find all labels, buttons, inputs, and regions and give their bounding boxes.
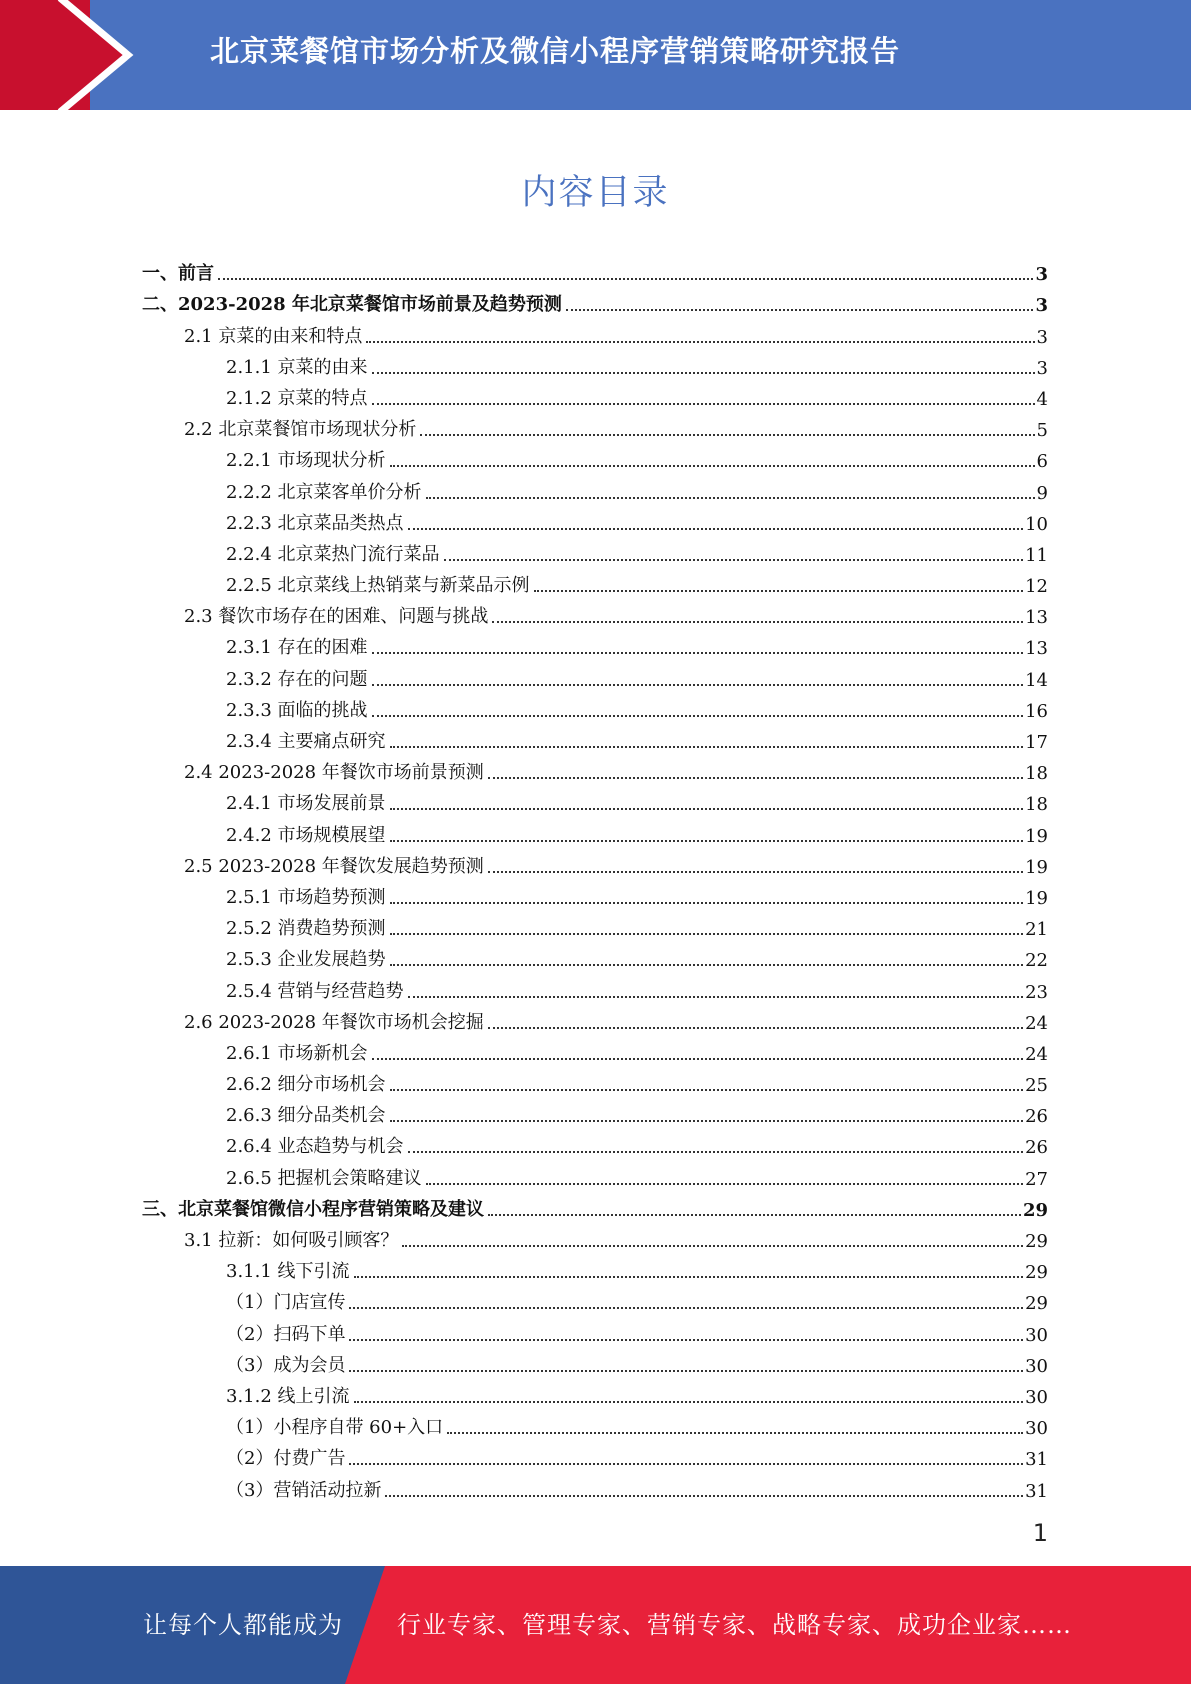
toc-entry[interactable]: [142, 784, 1048, 815]
footer-slogan: 让每个人都能成为: [143, 1611, 343, 1639]
toc-entry[interactable]: [142, 472, 1048, 503]
toc-entry-label: 二、2023-2028 年北京菜餐馆市场前景及趋势预测: [142, 294, 562, 316]
toc-entry[interactable]: [142, 1439, 1048, 1470]
toc-entry-label: 2.3 餐饮市场存在的困难、问题与挑战: [184, 606, 489, 628]
toc-entry-label: 2.5.2 消费趋势预测: [226, 918, 386, 940]
toc-entry[interactable]: [142, 1221, 1048, 1252]
toc-entry-label: （2）扫码下单: [226, 1323, 346, 1345]
toc-leader-dots: [390, 745, 1024, 748]
toc-entry-page: 9: [1036, 482, 1048, 504]
header-chevron-icon: [0, 0, 150, 110]
toc-entry-label: 2.4.2 市场规模展望: [226, 824, 386, 846]
toc-entry[interactable]: [142, 597, 1048, 628]
toc-entry-page: 23: [1025, 981, 1048, 1003]
toc-leader-dots: [349, 1306, 1023, 1309]
toc-leader-dots: [390, 932, 1024, 935]
toc-leader-dots: [354, 1400, 1024, 1403]
toc-entry-page: 19: [1025, 887, 1048, 909]
toc-entry[interactable]: [142, 1314, 1048, 1345]
toc-leader-dots: [426, 1182, 1024, 1185]
toc-leader-dots: [488, 1213, 1021, 1216]
toc-entry[interactable]: [142, 815, 1048, 846]
toc-entry-label: 2.1 京菜的由来和特点: [184, 325, 363, 347]
toc-leader-dots: [390, 807, 1024, 810]
header-banner: [0, 0, 1191, 110]
toc-leader-dots: [390, 464, 1035, 467]
toc-leader-dots: [420, 433, 1034, 436]
toc-entry[interactable]: [142, 379, 1048, 410]
toc-entry[interactable]: [142, 722, 1048, 753]
toc-leader-dots: [366, 340, 1034, 343]
toc-leader-dots: [390, 1088, 1024, 1091]
toc-entry-page: 30: [1025, 1386, 1048, 1408]
toc-entry-label: 2.2.1 市场现状分析: [226, 450, 386, 472]
toc-entry-page: 3: [1035, 295, 1048, 317]
toc-entry[interactable]: [142, 441, 1048, 472]
toc-leader-dots: [426, 496, 1035, 499]
toc-entry[interactable]: [142, 1408, 1048, 1439]
toc-entry-label: （3）成为会员: [226, 1354, 346, 1376]
toc-entry[interactable]: [142, 1252, 1048, 1283]
toc-leader-dots: [385, 1494, 1023, 1497]
toc-entry[interactable]: [142, 1096, 1048, 1127]
toc-entry-label: 2.2.3 北京菜品类热点: [226, 512, 404, 534]
toc-entry-label: （1）小程序自带 60+入口: [226, 1417, 444, 1439]
toc-entry[interactable]: [142, 628, 1048, 659]
toc-entry-page: 6: [1036, 451, 1048, 473]
toc-entry[interactable]: [142, 1034, 1048, 1065]
toc-entry-page: 29: [1025, 1262, 1048, 1284]
toc-entry-label: 2.3.4 主要痛点研究: [226, 731, 386, 752]
toc-heading: 内容目录: [521, 173, 670, 213]
toc-leader-dots: [534, 589, 1024, 592]
toc-leader-dots: [408, 995, 1024, 998]
toc-leader-dots: [566, 308, 1034, 311]
toc-entry[interactable]: [142, 535, 1048, 566]
toc-entry-label: 一、前言: [142, 263, 214, 285]
toc-leader-dots: [349, 1338, 1023, 1341]
toc-entry[interactable]: [142, 753, 1048, 784]
toc-entry-label: 2.5.3 企业发展趋势: [226, 949, 386, 971]
toc-entry-page: 22: [1025, 950, 1048, 972]
toc-entry-page: 4: [1036, 388, 1048, 410]
table-of-contents: [142, 254, 1048, 1502]
toc-entry-page: 18: [1025, 794, 1048, 816]
toc-entry-label: 2.3.3 面临的挑战: [226, 699, 368, 721]
toc-leader-dots: [218, 277, 1033, 280]
toc-entry-page: 18: [1025, 763, 1048, 785]
toc-entry-label: （3）营销活动拉新: [226, 1479, 382, 1501]
toc-entry-label: 2.6.3 细分品类机会: [226, 1105, 386, 1127]
toc-entry-label: 2.2.4 北京菜热门流行菜品: [226, 543, 440, 565]
toc-entry-page: 31: [1025, 1480, 1048, 1502]
toc-leader-dots: [372, 683, 1024, 686]
toc-entry[interactable]: [142, 659, 1048, 690]
toc-entry[interactable]: [142, 909, 1048, 940]
toc-entry[interactable]: [142, 1346, 1048, 1377]
report-title: 北京菜餐馆市场分析及微信小程序营销策略研究报告: [210, 34, 901, 68]
toc-entry[interactable]: [142, 878, 1048, 909]
toc-entry-page: 17: [1025, 732, 1048, 753]
toc-entry-page: 24: [1025, 1012, 1048, 1034]
toc-entry-label: 2.1.2 京菜的特点: [226, 387, 368, 409]
toc-entry[interactable]: [142, 1003, 1048, 1034]
toc-entry-page: 27: [1025, 1168, 1048, 1190]
toc-leader-dots: [372, 402, 1035, 405]
toc-leader-dots: [402, 1244, 1023, 1247]
toc-entry[interactable]: [142, 847, 1048, 878]
toc-leader-dots: [372, 371, 1035, 374]
toc-entry-label: 2.2 北京菜餐馆市场现状分析: [184, 419, 417, 441]
toc-entry-page: 26: [1025, 1106, 1048, 1128]
toc-leader-dots: [372, 651, 1024, 654]
toc-leader-dots: [372, 1057, 1024, 1060]
footer-tagline: 行业专家、管理专家、营销专家、战略专家、成功企业家……: [397, 1611, 1072, 1639]
toc-entry[interactable]: [142, 1127, 1048, 1158]
toc-leader-dots: [349, 1462, 1023, 1465]
toc-leader-dots: [444, 558, 1024, 561]
toc-entry-page: 13: [1025, 638, 1048, 660]
toc-leader-dots: [372, 714, 1024, 717]
toc-entry-page: 12: [1025, 576, 1048, 598]
toc-entry-page: 30: [1025, 1418, 1048, 1440]
toc-leader-dots: [349, 1369, 1023, 1372]
toc-entry-page: 30: [1025, 1355, 1048, 1377]
toc-entry[interactable]: [142, 1158, 1048, 1189]
toc-entry[interactable]: [142, 504, 1048, 535]
toc-entry[interactable]: [142, 316, 1048, 347]
toc-entry-label: 3.1.1 线下引流: [226, 1261, 350, 1283]
toc-entry-label: 2.6.1 市场新机会: [226, 1042, 368, 1064]
toc-entry-label: 2.3.1 存在的困难: [226, 637, 368, 659]
toc-entry[interactable]: [142, 410, 1048, 441]
toc-entry-label: 2.2.2 北京菜客单价分析: [226, 481, 422, 503]
toc-leader-dots: [492, 620, 1023, 623]
toc-entry-page: 13: [1025, 607, 1048, 629]
toc-entry-label: 2.4.1 市场发展前景: [226, 793, 386, 815]
toc-entry-page: 30: [1025, 1324, 1048, 1346]
toc-entry-label: （1）门店宣传: [226, 1292, 346, 1314]
toc-entry[interactable]: [142, 691, 1048, 722]
toc-entry-label: 3.1 拉新：如何吸引顾客？: [184, 1230, 399, 1251]
toc-leader-dots: [390, 901, 1024, 904]
toc-entry[interactable]: [142, 254, 1048, 285]
toc-entry-label: 2.3.2 存在的问题: [226, 668, 368, 690]
toc-entry-label: 2.1.1 京菜的由来: [226, 356, 368, 378]
toc-entry-page: 3: [1036, 326, 1048, 348]
toc-entry-page: 14: [1025, 669, 1048, 691]
toc-entry[interactable]: [142, 1190, 1048, 1221]
toc-leader-dots: [488, 1026, 1023, 1029]
toc-entry-page: 21: [1025, 919, 1048, 941]
toc-entry-label: 2.2.5 北京菜线上热销菜与新菜品示例: [226, 575, 530, 597]
toc-leader-dots: [488, 776, 1023, 779]
toc-entry[interactable]: [142, 940, 1048, 971]
toc-entry-page: 11: [1025, 544, 1048, 566]
toc-entry[interactable]: [142, 1065, 1048, 1096]
toc-entry-page: 3: [1036, 357, 1048, 379]
toc-entry-page: 19: [1025, 825, 1048, 847]
toc-entry-label: （2）付费广告: [226, 1448, 346, 1470]
toc-entry-label: 2.5 2023-2028 年餐饮发展趋势预测: [184, 855, 484, 877]
toc-entry[interactable]: [142, 1377, 1048, 1408]
toc-entry-page: 5: [1036, 420, 1048, 442]
toc-entry[interactable]: [142, 285, 1048, 316]
toc-entry[interactable]: [142, 566, 1048, 597]
toc-entry-page: 26: [1025, 1137, 1048, 1159]
toc-entry-label: 2.6.4 业态趋势与机会: [226, 1136, 404, 1158]
page-number: 1: [1032, 1519, 1048, 1547]
toc-entry-label: 2.6.2 细分市场机会: [226, 1074, 386, 1096]
toc-entry-page: 25: [1025, 1075, 1048, 1097]
toc-entry-page: 29: [1025, 1293, 1048, 1315]
toc-entry-page: 10: [1025, 513, 1048, 535]
toc-leader-dots: [354, 1275, 1024, 1278]
toc-leader-dots: [390, 963, 1024, 966]
toc-entry-page: 3: [1035, 264, 1048, 286]
toc-leader-dots: [488, 870, 1023, 873]
toc-entry-label: 2.4 2023-2028 年餐饮市场前景预测: [184, 762, 484, 784]
toc-entry-label: 2.5.1 市场趋势预测: [226, 886, 386, 908]
toc-entry[interactable]: [142, 971, 1048, 1002]
toc-entry-label: 三、北京菜餐馆微信小程序营销策略及建议: [142, 1198, 484, 1220]
toc-entry-label: 2.6.5 把握机会策略建议: [226, 1167, 422, 1189]
toc-entry-page: 29: [1025, 1231, 1048, 1252]
toc-entry-label: 2.5.4 营销与经营趋势: [226, 980, 404, 1002]
toc-entry-label: 2.6 2023-2028 年餐饮市场机会挖掘: [184, 1011, 484, 1033]
toc-entry-page: 24: [1025, 1043, 1048, 1065]
toc-entry-label: 3.1.2 线上引流: [226, 1385, 350, 1407]
toc-entry-page: 19: [1025, 856, 1048, 878]
toc-entry[interactable]: [142, 1283, 1048, 1314]
toc-entry-page: 16: [1025, 700, 1048, 722]
toc-entry-page: 29: [1022, 1199, 1048, 1221]
toc-leader-dots: [390, 839, 1024, 842]
toc-leader-dots: [408, 527, 1024, 530]
toc-entry[interactable]: [142, 348, 1048, 379]
toc-entry[interactable]: [142, 1470, 1048, 1501]
toc-leader-dots: [390, 1119, 1024, 1122]
toc-entry-page: 31: [1025, 1449, 1048, 1471]
footer-banner: [0, 1566, 1191, 1684]
toc-leader-dots: [408, 1150, 1024, 1153]
toc-leader-dots: [447, 1431, 1023, 1434]
